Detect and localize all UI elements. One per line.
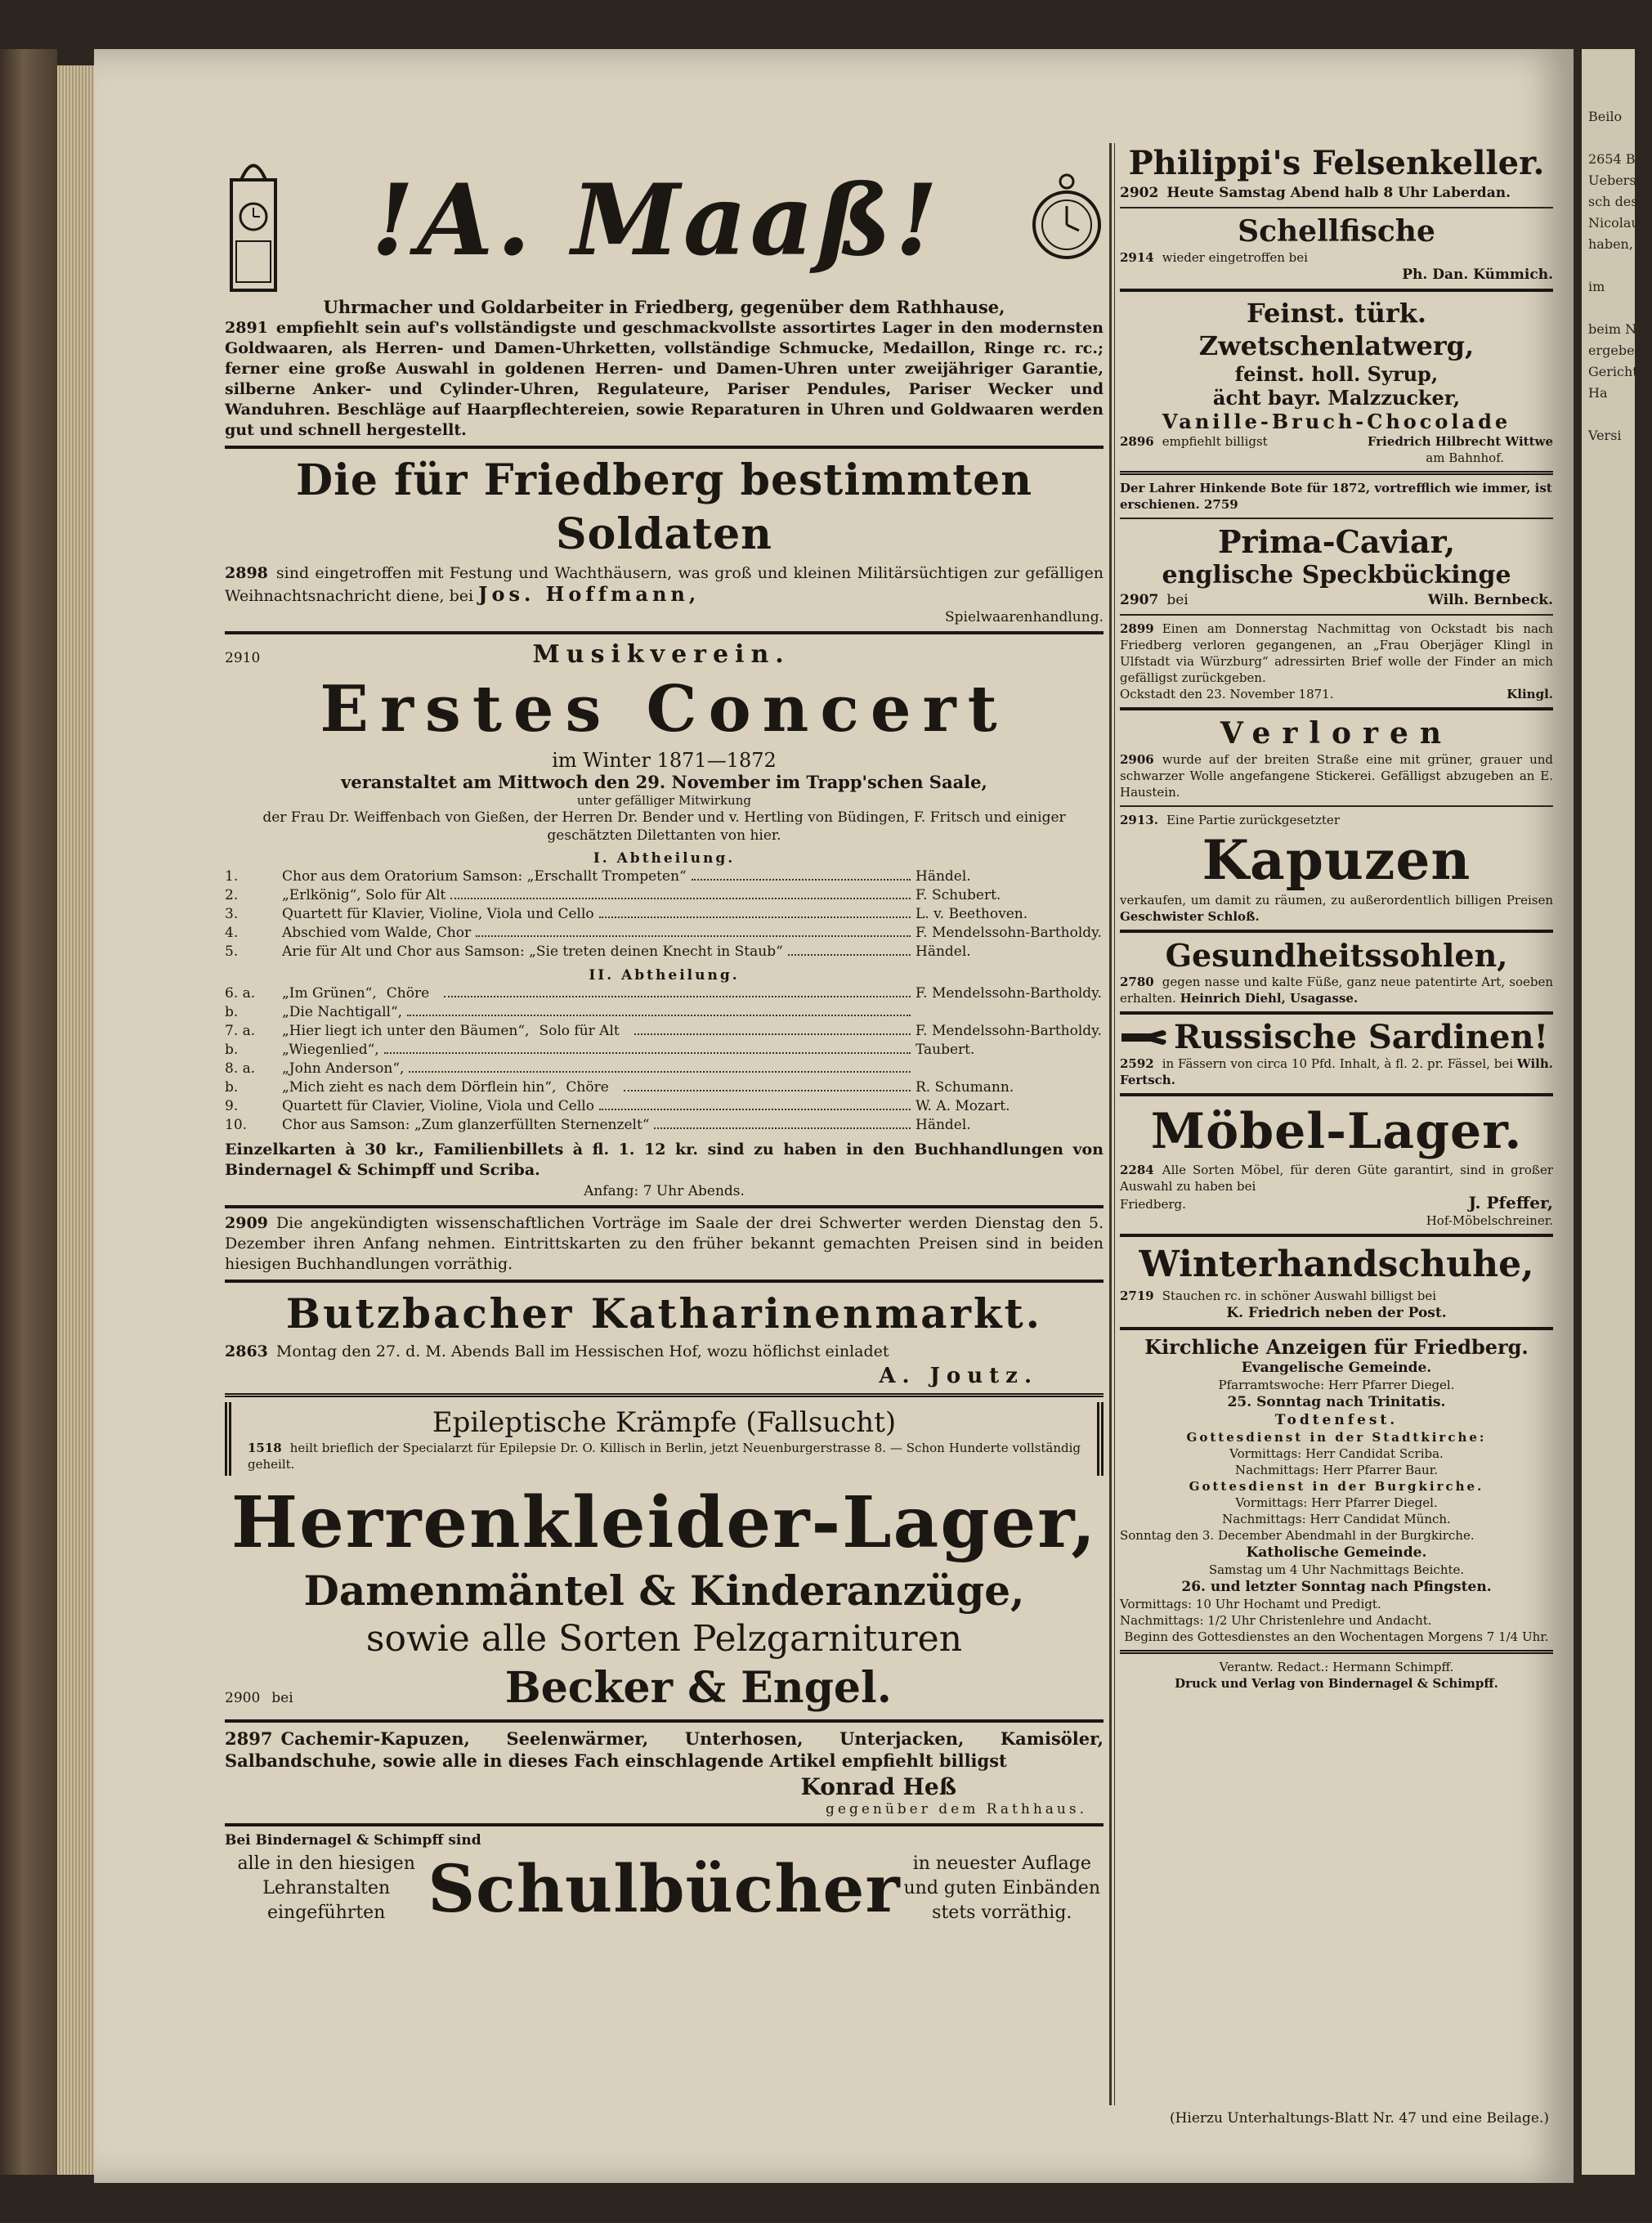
schulbuecher-title: Schulbücher [428, 1850, 901, 1927]
maass-subtitle: Uhrmacher und Goldarbeiter in Friedberg, gegenüber dem Rathhause, [323, 297, 1005, 317]
sardinen-header [1120, 1020, 1553, 1055]
program-item-number: 8. a. [225, 1060, 256, 1077]
schellfische-text [1120, 249, 1553, 266]
vortraege-number: 2909 [225, 1214, 268, 1232]
dot-leader [634, 1024, 911, 1035]
soldaten-role: Spielwaarenhandlung. [945, 609, 1104, 625]
program-item-number: 6. a. [225, 985, 256, 1002]
program-item [225, 1041, 1104, 1060]
kirche-burg-v: Vormittags: Herr Pfarrer Diegel. [1235, 1495, 1438, 1510]
divider [1120, 1650, 1553, 1654]
program-item-composer: F. Mendelssohn-Bartholdy. [916, 985, 1102, 1002]
program-item-composer: Händel. [916, 943, 971, 960]
butzbach-title: Butzbacher Katharinenmarkt. [285, 1289, 1043, 1338]
caviar-title: Prima-Caviar, [1217, 523, 1456, 560]
soldaten-name: Jos. Hoffmann, [478, 582, 701, 606]
sardinen-body: in Fässern von circa 10 Pfd. Inhalt, à fl. 2. pr. Fässel, bei [1162, 1056, 1514, 1071]
kapuzen-pre: Eine Partie zurückgesetzter [1166, 813, 1340, 827]
program-item-number: 3. [225, 906, 239, 922]
concert-with: unter gefälliger Mitwirkung [577, 793, 751, 808]
herrenkleider-line3: sowie alle Sorten Pelzgarnituren [365, 1618, 963, 1660]
program-item [225, 1078, 1104, 1097]
program-item-composer: R. Schumann. [916, 1079, 1014, 1096]
divider [1120, 471, 1553, 475]
hinkende-number: 2759 [1203, 497, 1238, 512]
moebel-name: J. Pfeffer, [1468, 1193, 1553, 1212]
verloren-text [1120, 751, 1553, 800]
maass-body: empfiehlt sein auf's vollständigste und geschmackvollste assortirtes Lager in den modernsten Goldwaaren, als Herren- und Damen-Uhrketten, vollständige Schmucke, Medaillon, Ringe rc. rc.; ferner eine große Auswahl in goldenen Herren- und Damen-Uhren unter zweijähriger Garantie, silberne Anker- und Cylinder-Uhren, Regulateure, Pariser Pendules, Pariser Wecker und Wanduhren. Beschläge auf Haarpflechtereien, sowie Reparaturen in Uhren und Goldwaaren werden gut und schnell hergestellt. [225, 319, 1104, 439]
kapuzen-pre-row [1120, 812, 1553, 828]
program-item [225, 867, 1104, 886]
brief-body: Einen am Donnerstag Nachmittag von Ockstadt bis nach Friedberg verloren gegangenen, an „Frau Oberjäger Klingl in Ulfstadt via Würzburg“ adressirten Brief wolle der Finder an mich gefälligst zurückgeben. [1120, 621, 1553, 685]
next-page-fragment [1588, 128, 1635, 149]
program-item-composer: F. Mendelssohn-Bartholdy. [916, 1023, 1102, 1039]
latwerg-l4: Vanille-Bruch-Chocolade [1162, 410, 1511, 433]
kirche-sonntag: 25. Sonntag nach Trinitatis. [1227, 1394, 1446, 1410]
schellfische-number: 2914 [1120, 250, 1154, 265]
herrenkleider-line2: Damenmäntel & Kinderanzüge, [303, 1566, 1025, 1615]
divider [1120, 1327, 1553, 1330]
felsenkeller-number: 2902 [1120, 185, 1159, 201]
kirche-title: Kirchliche Anzeigen für Friedberg. [1144, 1335, 1529, 1359]
epilepsie-box [225, 1402, 1104, 1476]
divider [1120, 614, 1553, 616]
divider [1120, 207, 1553, 208]
next-page-fragment [1588, 255, 1635, 276]
pocket-watch-icon [1030, 172, 1104, 270]
program-item [225, 886, 1104, 905]
kirche-abendmahl: Sonntag den 3. December Abendmahl in der Burgkirche. [1120, 1528, 1475, 1543]
hinkende-body: Der Lahrer Hinkende Bote für 1872, vortrefflich wie immer, ist erschienen. [1120, 481, 1552, 512]
dot-leader [599, 907, 911, 918]
moebel-text [1120, 1162, 1553, 1194]
concert-season: im Winter 1871—1872 [552, 749, 777, 772]
concert-guests: der Frau Dr. Weiffenbach von Gießen, der Herren Dr. Bender und v. Hertling von Büdingen, F. Fritsch und einiger geschätzten Dilettanten von hier. [262, 809, 1066, 844]
column-divider-thin [1114, 143, 1115, 2105]
program-item-title: „John Anderson“, [282, 1060, 405, 1077]
program-item-title: Quartett für Clavier, Violine, Viola und Cello [282, 1098, 594, 1114]
butzbach-body: Montag den 27. d. M. Abends Ball im Hessischen Hof, wozu höflichst einladet [275, 1342, 889, 1360]
vortraege-text [225, 1213, 1104, 1275]
kapuzen-title: Kapuzen [1202, 828, 1471, 892]
schellfische-title: Schellfische [1238, 214, 1435, 249]
verloren-title: Verloren [1220, 716, 1453, 751]
divider [225, 446, 1104, 449]
divider [225, 1393, 1104, 1397]
divider [225, 1719, 1104, 1723]
kirche-stadt-v: Vormittags: Herr Candidat Scriba. [1229, 1446, 1444, 1461]
next-page-fragment: Versi [1588, 428, 1622, 443]
kirche-fest: Todtenfest. [1274, 1412, 1399, 1428]
next-page-fragment: im [1588, 279, 1605, 294]
divider [1120, 1234, 1553, 1237]
felsenkeller-body: Heute Samstag Abend halb 8 Uhr Laberdan. [1166, 185, 1511, 201]
kirche-stadt-n: Nachmittags: Herr Pfarrer Baur. [1235, 1463, 1438, 1477]
program-item-title: Chor aus Samson: „Zum glanzerfüllten Sternenzelt“ [282, 1117, 650, 1133]
kirche-k5: Beginn des Gottesdienstes an den Wochentagen Morgens 7 1/4 Uhr. [1124, 1629, 1549, 1644]
program-item-composer: F. Mendelssohn-Bartholdy. [916, 925, 1102, 941]
latwerg-number: 2896 [1120, 434, 1154, 449]
dot-leader [788, 944, 911, 956]
column-divider [1109, 143, 1112, 2105]
handschuhe-body: Stauchen rc. in schöner Auswahl billigst bei [1162, 1289, 1436, 1303]
program-item-composer: Händel. [916, 868, 971, 885]
handschuhe-name: K. Friedrich neben der Post. [1226, 1305, 1447, 1321]
program-item-number: 1. [225, 868, 239, 885]
program-item-title: „Wiegenlied“, [282, 1042, 379, 1058]
kirche-burg: Gottesdienst in der Burgkirche. [1189, 1479, 1484, 1494]
schellfische-body: wieder eingetroffen bei [1162, 250, 1308, 265]
dot-leader [450, 888, 911, 899]
divider [1120, 1011, 1553, 1015]
concert-title: Erstes Concert [320, 672, 1009, 746]
kapuzen-name: Geschwister Schloß. [1120, 909, 1260, 924]
program-item-number: 4. [225, 925, 239, 941]
latwerg-l3: ächt bayr. Malzzucker, [1212, 386, 1461, 410]
dot-leader [624, 1080, 911, 1091]
program-item-number: 7. a. [225, 1023, 256, 1039]
program-item-number: b. [225, 1004, 239, 1020]
program-item-composer: L. v. Beethoven. [916, 906, 1028, 922]
moebel-body: Alle Sorten Möbel, für deren Güte garantirt, sind in großer Auswahl zu haben bei [1120, 1163, 1553, 1194]
brief-footer [1120, 686, 1553, 702]
program-item-title: Arie für Alt und Chor aus Samson: „Sie treten deinen Knecht in Staub“ [282, 943, 783, 960]
program-item-number: b. [225, 1042, 239, 1058]
concert-number: 2910 [225, 650, 261, 666]
kapuzen-number: 2913. [1120, 813, 1158, 827]
next-page-fragment: haben, [1588, 236, 1633, 252]
next-page-fragment: Gericht [1588, 364, 1638, 379]
divider [1120, 707, 1553, 710]
clock-icon [225, 147, 282, 294]
maass-title: !A. Maaß! [370, 163, 942, 278]
caviar-l2: englische Speckbückinge [1162, 561, 1511, 589]
hess-number: 2897 [225, 1728, 273, 1749]
program-item-number: 9. [225, 1098, 239, 1114]
next-page-fragment: ergeben [1588, 343, 1643, 358]
program-item-number: 2. [225, 887, 239, 903]
divider [1120, 930, 1553, 933]
herrenkleider-bei: bei [271, 1690, 293, 1706]
sohlen-title: Gesundheitssohlen, [1165, 937, 1508, 974]
program-item-group: Chöre [386, 985, 430, 1002]
concert-org: Musikverein. [532, 640, 790, 669]
next-page-fragment: Uebersch [1588, 173, 1652, 188]
program-item-number: 5. [225, 943, 239, 960]
program-item-title: Quartett für Klavier, Violine, Viola und Cello [282, 906, 594, 922]
impressum-l1: Verantw. Redact.: Hermann Schimpff. [1219, 1660, 1454, 1674]
schulbuecher-top: Bei Bindernagel & Schimpff sind [225, 1832, 481, 1849]
left-column [225, 143, 1104, 1928]
concert-tickets: Einzelkarten à 30 kr., Familienbillets à fl. 1. 12 kr. sind zu haben in den Buchhandlungen von Bindernagel & Schimpff und Scriba. [225, 1141, 1104, 1179]
next-page-fragment [1588, 404, 1635, 425]
epilepsie-number: 1518 [248, 1441, 282, 1455]
divider [1120, 805, 1553, 807]
impressum-l2: Druck und Verlag von Bindernagel & Schimpff. [1175, 1676, 1498, 1691]
program-item [225, 1003, 1104, 1022]
felsenkeller-text [1120, 184, 1553, 202]
program-item-title: Chor aus dem Oratorium Samson: „Erschallt Trompeten“ [282, 868, 687, 885]
soldaten-body: sind eingetroffen mit Festung und Wachthäusern, was groß und kleinen Militärsüchtigen zur gefälligen Weihnachtsnachricht diene, bei [225, 564, 1104, 605]
program-item-title: „Die Nachtigall“, [282, 1004, 403, 1020]
kirche-k4: Nachmittags: 1/2 Uhr Christenlehre und Andacht. [1120, 1613, 1432, 1628]
sardinen-name: Wilh. Fertsch. [1120, 1056, 1553, 1087]
next-page-fragment: Beilo [1588, 109, 1623, 124]
felsenkeller-title: Philippi's Felsenkeller. [1128, 144, 1545, 182]
program-item-group: Solo für Alt [539, 1023, 620, 1039]
kirche-kath: Katholische Gemeinde. [1246, 1544, 1427, 1561]
dot-leader [476, 926, 911, 937]
moebel-number: 2284 [1120, 1163, 1154, 1177]
soldaten-text [225, 563, 1104, 607]
program-item [225, 1022, 1104, 1041]
book-spine [0, 49, 57, 2175]
latwerg-title: Feinst. türk. Zwetschenlatwerg, [1198, 298, 1475, 361]
next-page-fragment: sch des [1588, 194, 1638, 209]
next-page-fragment: Ha [1588, 385, 1608, 401]
program-item-title: „Mich zieht es nach dem Dörflein hin“, [282, 1079, 557, 1096]
latwerg-l2: feinst. holl. Syrup, [1234, 362, 1439, 386]
epilepsie-text [248, 1440, 1081, 1472]
epilepsie-title: Epileptische Krämpfe (Fallsucht) [432, 1406, 897, 1439]
schulbuecher-row [225, 1849, 1104, 1928]
brief-place: Ockstadt den 23. November 1871. [1120, 687, 1334, 701]
verloren-number: 2906 [1120, 752, 1154, 767]
dot-leader [692, 869, 911, 881]
program-item-number: b. [225, 1079, 239, 1096]
program-item-group: Chöre [566, 1079, 609, 1096]
caviar-name: Wilh. Bernbeck. [1427, 592, 1553, 608]
moebel-footer [1120, 1194, 1553, 1212]
dot-leader [444, 986, 911, 997]
latwerg-name: Friedrich Hilbrecht Wittwe [1367, 434, 1553, 449]
hess-name: Konrad Heß [800, 1773, 956, 1800]
dot-leader [407, 1005, 911, 1016]
concert-when: veranstaltet am Mittwoch den 29. November im Trapp'schen Saale, [341, 772, 987, 792]
program-part1 [225, 867, 1104, 961]
soldaten-title: Die für Friedberg bestimmten Soldaten [295, 455, 1033, 559]
program-item [225, 1060, 1104, 1078]
butzbach-name: A. Joutz. [879, 1364, 1038, 1388]
sohlen-name: Heinrich Diehl, Usagasse. [1180, 991, 1359, 1006]
program-item [225, 1097, 1104, 1116]
kirche-k3: Vormittags: 10 Uhr Hochamt und Predigt. [1120, 1597, 1381, 1611]
program-item-title: „Erlkönig“, Solo für Alt [282, 887, 446, 903]
program-item [225, 905, 1104, 924]
latwerg-footer [1120, 433, 1553, 450]
program-item [225, 924, 1104, 943]
concert-start: Anfang: 7 Uhr Abends. [584, 1183, 745, 1199]
program-item-title: Abschied vom Walde, Chor [282, 925, 472, 941]
kirche-woche: Pfarramtswoche: Herr Pfarrer Diegel. [1218, 1378, 1455, 1392]
handschuhe-number: 2719 [1120, 1289, 1154, 1303]
brief-number: 2899 [1120, 621, 1154, 636]
schulbuecher-left: alle in den hiesigen Lehranstalten eingeführten [237, 1853, 415, 1923]
dot-leader [384, 1042, 911, 1054]
divider [1120, 518, 1553, 519]
kirche-k1: Samstag um 4 Uhr Nachmittags Beichte. [1208, 1562, 1465, 1577]
maass-number: 2891 [225, 319, 268, 337]
program-item-title: „Hier liegt ich unter den Bäumen“, [282, 1023, 530, 1039]
brief-text [1120, 621, 1553, 686]
program-item-composer: Händel. [916, 1117, 971, 1133]
herrenkleider-name: Becker & Engel. [504, 1663, 892, 1713]
moebel-place: Friedberg. [1120, 1197, 1186, 1212]
maass-text [225, 318, 1104, 441]
latwerg-text: empfiehlt billigst [1162, 434, 1268, 449]
verloren-body: wurde auf der breiten Straße eine mit grüner, grauer und schwarzer Wolle angefangene Stickerei. Gefälligst abzugeben an E. Haustein. [1120, 752, 1553, 800]
concert-header [225, 639, 1104, 670]
sardinen-text [1120, 1055, 1553, 1088]
next-page-fragment [1588, 298, 1635, 319]
program-item-composer: W. A. Mozart. [916, 1098, 1010, 1114]
divider [225, 631, 1104, 634]
kirche-burg-n: Nachmittags: Herr Candidat Münch. [1222, 1512, 1451, 1526]
sohlen-body: gegen nasse und kalte Füße, ganz neue patentirte Art, soeben erhalten. [1120, 975, 1553, 1006]
next-page-fragment: Nicolau [1588, 215, 1640, 231]
dot-leader [599, 1099, 911, 1110]
latwerg-addr: am Bahnhof. [1426, 450, 1504, 465]
program-item-number: 10. [225, 1117, 248, 1133]
maass-header [225, 143, 1104, 298]
concert-part1: I. Abtheilung. [593, 850, 736, 867]
schellfische-name: Ph. Dan. Kümmich. [1402, 267, 1553, 283]
hess-body: Cachemir-Kapuzen, Seelenwärmer, Unterhosen, Unterjacken, Kamisöler, Salbandschuhe, sowie alle in dieses Fach einschlagende Artikel empfiehlt billigst [225, 1728, 1104, 1771]
caviar-bei: bei [1166, 592, 1189, 608]
program-item [225, 1116, 1104, 1135]
pointing-hand-icon [1120, 1027, 1169, 1048]
brief-name: Klingl. [1506, 687, 1553, 701]
hess-addr: gegenüber dem Rathhaus. [826, 1801, 1087, 1817]
moebel-role: Hof-Möbelschreiner. [1426, 1213, 1553, 1228]
sardinen-title: Russische Sardinen! [1173, 1018, 1549, 1056]
schulbuecher-right: in neuester Auflage und guten Einbänden stets vorräthig. [903, 1853, 1101, 1923]
herrenkleider-title: Herrenkleider-Lager, [231, 1481, 1098, 1564]
divider [1120, 289, 1553, 292]
concert-part2: II. Abtheilung. [589, 967, 740, 984]
divider [225, 1205, 1104, 1208]
program-item-composer: Taubert. [916, 1042, 975, 1058]
handschuhe-text [1120, 1288, 1553, 1304]
herrenkleider-footer [225, 1662, 1104, 1714]
kapuzen-text [1120, 892, 1553, 925]
program-item-composer: F. Schubert. [916, 887, 1001, 903]
caviar-number: 2907 [1120, 592, 1159, 608]
divider [225, 1280, 1104, 1283]
caviar-footer [1120, 591, 1553, 609]
program-part2 [225, 984, 1104, 1135]
kirche-ev: Evangelische Gemeinde. [1241, 1360, 1432, 1376]
kirche-k2: 26. und letzter Sonntag nach Pfingsten. [1181, 1579, 1492, 1595]
next-page-edge [1582, 49, 1652, 2175]
divider [1120, 1093, 1553, 1096]
soldaten-number: 2898 [225, 564, 268, 582]
program-item [225, 984, 1104, 1003]
divider [225, 1823, 1104, 1826]
sohlen-number: 2780 [1120, 975, 1154, 989]
herrenkleider-number: 2900 [225, 1690, 261, 1706]
program-item [225, 943, 1104, 961]
hinkende-text [1120, 480, 1553, 513]
next-page-fragment: beim N [1588, 321, 1637, 337]
kirche-stadt: Gottesdienst in der Stadtkirche: [1186, 1430, 1487, 1445]
sohlen-text [1120, 974, 1553, 1006]
dot-leader [409, 1061, 911, 1073]
epilepsie-body: heilt brieflich der Specialarzt für Epilepsie Dr. O. Killisch in Berlin, jetzt Neuenburgerstrasse 8. — Schon Hunderte vollständig geheilt. [248, 1441, 1081, 1472]
beilage-note: (Hierzu Unterhaltungs-Blatt Nr. 47 und eine Beilage.) [1169, 2110, 1549, 2127]
handschuhe-title: Winterhandschuhe, [1139, 1244, 1534, 1285]
moebel-title: Möbel-Lager. [1150, 1103, 1523, 1160]
right-column [1120, 143, 1553, 1692]
page-edges [57, 65, 98, 2175]
butzbach-number: 2863 [225, 1342, 268, 1360]
next-page-fragment: 2654 B [1588, 151, 1636, 167]
butzbach-text [225, 1342, 1104, 1362]
sardinen-number: 2592 [1120, 1056, 1154, 1071]
dot-leader [654, 1118, 911, 1129]
kapuzen-body: verkaufen, um damit zu räumen, zu außerordentlich billigen Preisen [1120, 893, 1553, 908]
vortraege-body: Die angekündigten wissenschaftlichen Vorträge im Saale der drei Schwerter werden Dienstag den 5. Dezember ihren Anfang nehmen. Eintrittskarten zu den früher bekannt gemachten Preisen sind in beiden hiesigen Buchhandlungen vorräthig. [225, 1214, 1104, 1273]
program-item-title: „Im Grünen“, [282, 985, 377, 1002]
hess-text [225, 1728, 1104, 1772]
